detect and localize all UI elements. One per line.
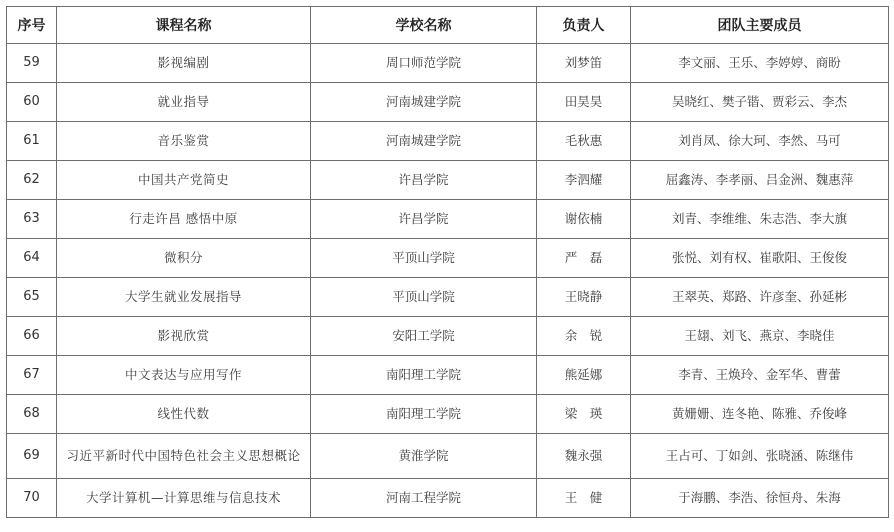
header-school: 学校名称 [311,7,537,44]
cell-lead: 王晓静 [537,278,631,317]
cell-no: 65 [7,278,57,317]
cell-no: 59 [7,44,57,83]
cell-members: 屈鑫涛、李孝丽、吕金洲、魏惠萍 [631,161,889,200]
header-no: 序号 [7,7,57,44]
cell-course: 影视欣赏 [57,317,311,356]
cell-course: 大学计算机—计算思维与信息技术 [57,479,311,518]
cell-lead: 魏永强 [537,434,631,479]
cell-school: 安阳工学院 [311,317,537,356]
cell-lead: 王 健 [537,479,631,518]
cell-school: 许昌学院 [311,200,537,239]
cell-lead: 余 锐 [537,317,631,356]
cell-school: 黄淮学院 [311,434,537,479]
cell-course: 就业指导 [57,83,311,122]
table-row [7,395,889,434]
cell-course: 中国共产党简史 [57,161,311,200]
table-row [7,161,889,200]
cell-members: 王翠英、郑路、许彦奎、孙延彬 [631,278,889,317]
cell-school: 南阳理工学院 [311,356,537,395]
cell-lead: 梁 瑛 [537,395,631,434]
cell-no: 69 [7,434,57,479]
cell-lead: 刘梦笛 [537,44,631,83]
cell-course: 中文表达与应用写作 [57,356,311,395]
cell-no: 60 [7,83,57,122]
table-header-row [7,7,889,44]
cell-members: 黄姗姗、连冬艳、陈雅、乔俊峰 [631,395,889,434]
cell-course: 行走许昌 感悟中原 [57,200,311,239]
cell-no: 66 [7,317,57,356]
table-row [7,317,889,356]
table-row [7,278,889,317]
cell-school: 河南工程学院 [311,479,537,518]
cell-school: 河南城建学院 [311,122,537,161]
cell-course: 音乐鉴赏 [57,122,311,161]
cell-no: 67 [7,356,57,395]
cell-members: 吴晓红、樊子锴、贾彩云、李杰 [631,83,889,122]
cell-no: 64 [7,239,57,278]
cell-lead: 谢依楠 [537,200,631,239]
cell-course: 大学生就业发展指导 [57,278,311,317]
cell-school: 许昌学院 [311,161,537,200]
cell-members: 张悦、刘有权、崔歌阳、王俊俊 [631,239,889,278]
cell-no: 68 [7,395,57,434]
table-row [7,479,889,518]
cell-lead: 李泗耀 [537,161,631,200]
header-members: 团队主要成员 [631,7,889,44]
cell-members: 王翃、刘飞、燕京、李晓佳 [631,317,889,356]
header-course: 课程名称 [57,7,311,44]
cell-school: 平顶山学院 [311,239,537,278]
header-lead: 负责人 [537,7,631,44]
cell-school: 平顶山学院 [311,278,537,317]
cell-no: 62 [7,161,57,200]
cell-members: 刘肖凤、徐大珂、李然、马可 [631,122,889,161]
table-row [7,434,889,479]
cell-school: 河南城建学院 [311,83,537,122]
cell-school: 周口师范学院 [311,44,537,83]
cell-school: 南阳理工学院 [311,395,537,434]
cell-lead: 毛秋惠 [537,122,631,161]
cell-members: 李青、王焕玲、金军华、曹蕾 [631,356,889,395]
table-row [7,44,889,83]
table-row [7,122,889,161]
cell-course: 影视编剧 [57,44,311,83]
cell-no: 70 [7,479,57,518]
table-row [7,83,889,122]
course-table [6,6,889,518]
cell-no: 61 [7,122,57,161]
table-row [7,356,889,395]
cell-members: 王占可、丁如剑、张晓涵、陈继伟 [631,434,889,479]
cell-members: 李文丽、王乐、李婷婷、商盼 [631,44,889,83]
cell-members: 于海鹏、李浩、徐恒舟、朱海 [631,479,889,518]
cell-lead: 熊延娜 [537,356,631,395]
cell-course: 线性代数 [57,395,311,434]
cell-no: 63 [7,200,57,239]
cell-lead: 严 磊 [537,239,631,278]
cell-course: 习近平新时代中国特色社会主义思想概论 [57,434,311,479]
cell-lead: 田昊昊 [537,83,631,122]
cell-course: 微积分 [57,239,311,278]
table-row [7,200,889,239]
cell-members: 刘青、李维维、朱志浩、李大旗 [631,200,889,239]
table-row [7,239,889,278]
